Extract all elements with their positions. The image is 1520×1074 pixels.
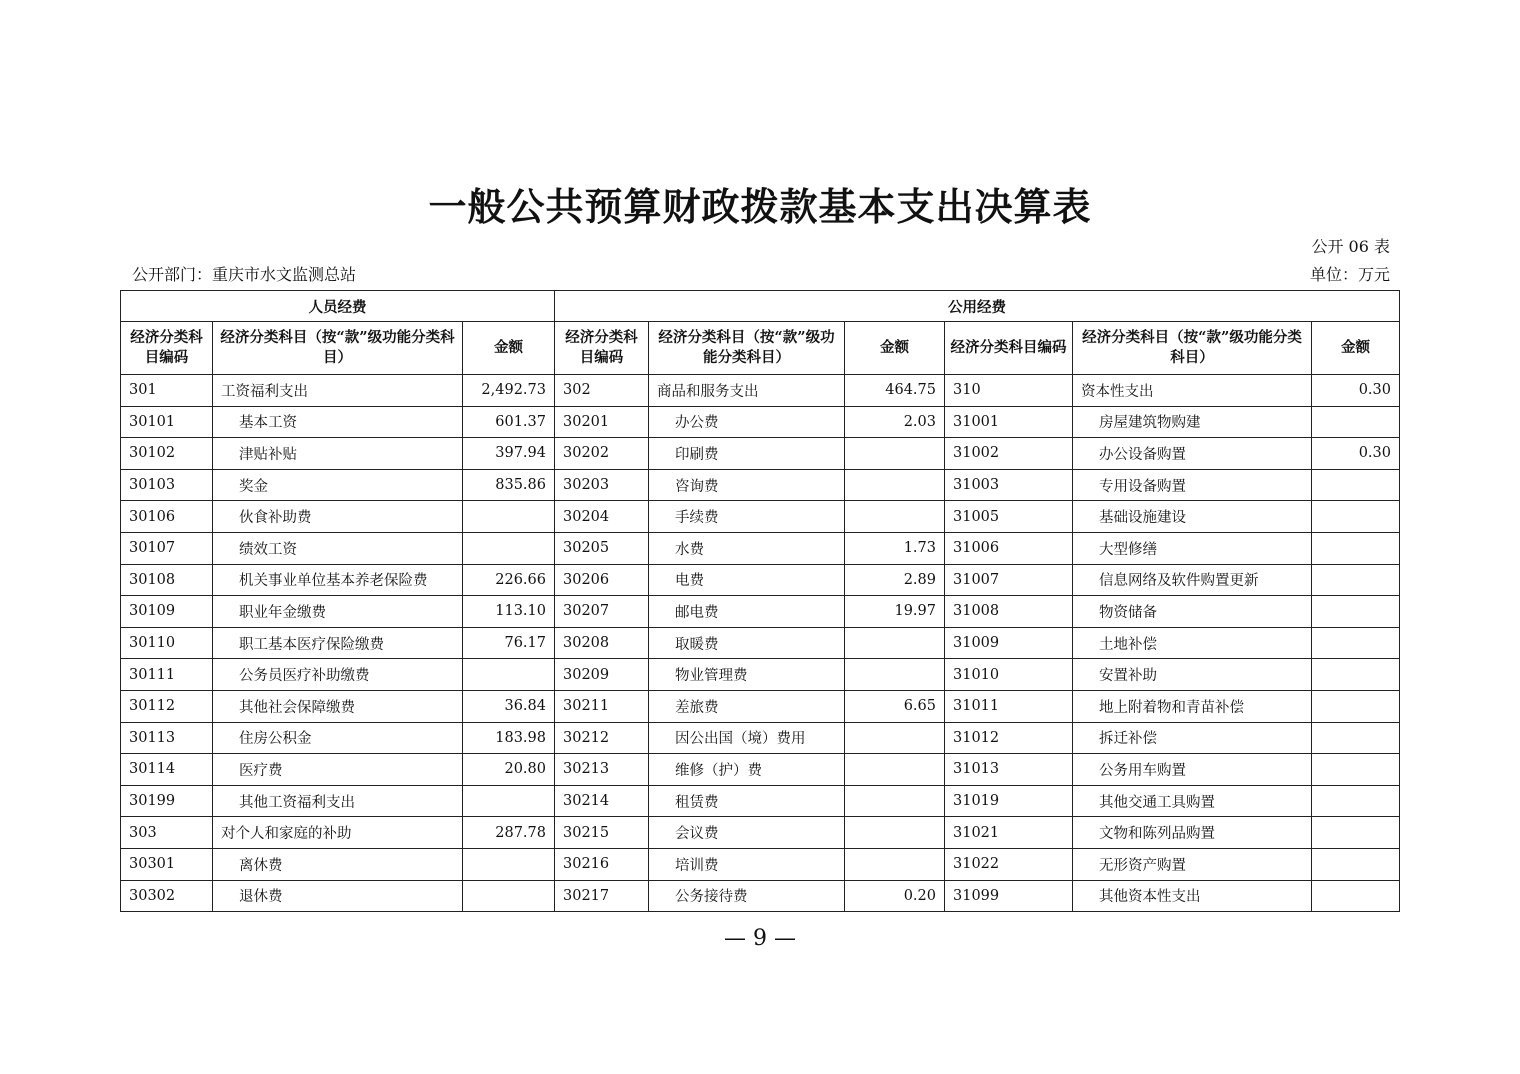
personnel-name-cell: 绩效工资: [213, 532, 463, 564]
personnel-name-cell: 伙食补助费: [213, 501, 463, 533]
personnel-code-cell: 30108: [121, 564, 213, 596]
group-personnel-header: 人员经费: [121, 291, 555, 322]
capital-code-cell: 31022: [945, 848, 1073, 880]
capital-name-cell: 物资储备: [1073, 596, 1312, 628]
goods-code-cell: 30213: [555, 754, 649, 786]
goods-amount-cell: [845, 722, 945, 754]
personnel-code-cell: 30113: [121, 722, 213, 754]
capital-amount-cell: [1312, 690, 1400, 722]
personnel-amount-cell: 113.10: [463, 596, 555, 628]
personnel-name-cell: 公务员医疗补助缴费: [213, 659, 463, 691]
goods-name-cell: 公务接待费: [649, 880, 845, 912]
table-row: [121, 438, 1400, 470]
goods-name-cell: 租赁费: [649, 785, 845, 817]
header-personnel-name: 经济分类科目（按“款”级功能分类科目）: [213, 322, 463, 375]
header-goods-amount: 金额: [845, 322, 945, 375]
capital-amount-cell: [1312, 754, 1400, 786]
table-row: [121, 469, 1400, 501]
capital-code-cell: 31011: [945, 690, 1073, 722]
capital-amount-cell: [1312, 848, 1400, 880]
personnel-name-cell: 对个人和家庭的补助: [213, 817, 463, 849]
table-row: [121, 722, 1400, 754]
goods-code-cell: 30205: [555, 532, 649, 564]
capital-amount-cell: 0.30: [1312, 438, 1400, 470]
personnel-amount-cell: [463, 785, 555, 817]
capital-name-cell: 公务用车购置: [1073, 754, 1312, 786]
personnel-code-cell: 30111: [121, 659, 213, 691]
personnel-name-cell: 职业年金缴费: [213, 596, 463, 628]
capital-code-cell: 31005: [945, 501, 1073, 533]
goods-amount-cell: 464.75: [845, 375, 945, 407]
capital-amount-cell: 0.30: [1312, 375, 1400, 407]
capital-amount-cell: [1312, 627, 1400, 659]
table-row: [121, 754, 1400, 786]
personnel-code-cell: 30112: [121, 690, 213, 722]
page-number: — 9 —: [724, 926, 796, 951]
personnel-code-cell: 30107: [121, 532, 213, 564]
capital-name-cell: 文物和陈列品购置: [1073, 817, 1312, 849]
goods-name-cell: 物业管理费: [649, 659, 845, 691]
capital-name-cell: 其他资本性支出: [1073, 880, 1312, 912]
table-row: [121, 627, 1400, 659]
header-capital-code: 经济分类科目编码: [945, 322, 1073, 375]
personnel-amount-cell: 287.78: [463, 817, 555, 849]
personnel-name-cell: 退休费: [213, 880, 463, 912]
capital-name-cell: 其他交通工具购置: [1073, 785, 1312, 817]
goods-name-cell: 因公出国（境）费用: [649, 722, 845, 754]
table-row: [121, 501, 1400, 533]
capital-amount-cell: [1312, 501, 1400, 533]
personnel-amount-cell: 183.98: [463, 722, 555, 754]
personnel-amount-cell: 76.17: [463, 627, 555, 659]
personnel-code-cell: 30114: [121, 754, 213, 786]
personnel-name-cell: 其他工资福利支出: [213, 785, 463, 817]
header-goods-code: 经济分类科目编码: [555, 322, 649, 375]
capital-code-cell: 31001: [945, 406, 1073, 438]
capital-code-cell: 31008: [945, 596, 1073, 628]
header-capital-name: 经济分类科目（按“款”级功能分类科目）: [1073, 322, 1312, 375]
capital-name-cell: 地上附着物和青苗补偿: [1073, 690, 1312, 722]
header-goods-name: 经济分类科目（按“款”级功能分类科目）: [649, 322, 845, 375]
goods-name-cell: 维修（护）费: [649, 754, 845, 786]
goods-name-cell: 水费: [649, 532, 845, 564]
capital-code-cell: 31002: [945, 438, 1073, 470]
goods-code-cell: 30207: [555, 596, 649, 628]
personnel-amount-cell: 835.86: [463, 469, 555, 501]
table-row: [121, 375, 1400, 407]
personnel-name-cell: 奖金: [213, 469, 463, 501]
department-label: 公开部门：重庆市水文监测总站: [132, 265, 357, 284]
personnel-name-cell: 住房公积金: [213, 722, 463, 754]
personnel-amount-cell: 2,492.73: [463, 375, 555, 407]
goods-name-cell: 印刷费: [649, 438, 845, 470]
table-row: [121, 848, 1400, 880]
goods-code-cell: 30216: [555, 848, 649, 880]
personnel-code-cell: 30103: [121, 469, 213, 501]
table-row: [121, 406, 1400, 438]
goods-code-cell: 30217: [555, 880, 649, 912]
goods-amount-cell: [845, 659, 945, 691]
goods-amount-cell: 0.20: [845, 880, 945, 912]
capital-code-cell: 31012: [945, 722, 1073, 754]
goods-name-cell: 手续费: [649, 501, 845, 533]
personnel-amount-cell: [463, 501, 555, 533]
capital-code-cell: 31010: [945, 659, 1073, 691]
capital-code-cell: 310: [945, 375, 1073, 407]
goods-name-cell: 差旅费: [649, 690, 845, 722]
personnel-amount-cell: 397.94: [463, 438, 555, 470]
goods-code-cell: 30208: [555, 627, 649, 659]
goods-amount-cell: 1.73: [845, 532, 945, 564]
personnel-code-cell: 30110: [121, 627, 213, 659]
table-body: [121, 375, 1400, 912]
goods-code-cell: 30211: [555, 690, 649, 722]
goods-name-cell: 取暖费: [649, 627, 845, 659]
group-header-row: [121, 291, 1400, 322]
capital-amount-cell: [1312, 596, 1400, 628]
goods-code-cell: 30203: [555, 469, 649, 501]
table-row: [121, 659, 1400, 691]
capital-amount-cell: [1312, 564, 1400, 596]
capital-code-cell: 31019: [945, 785, 1073, 817]
personnel-code-cell: 30106: [121, 501, 213, 533]
personnel-code-cell: 30302: [121, 880, 213, 912]
table-row: [121, 690, 1400, 722]
personnel-amount-cell: [463, 880, 555, 912]
capital-code-cell: 31003: [945, 469, 1073, 501]
goods-name-cell: 邮电费: [649, 596, 845, 628]
table-row: [121, 817, 1400, 849]
capital-code-cell: 31021: [945, 817, 1073, 849]
capital-name-cell: 信息网络及软件购置更新: [1073, 564, 1312, 596]
goods-amount-cell: [845, 754, 945, 786]
personnel-name-cell: 津贴补贴: [213, 438, 463, 470]
header-capital-amount: 金额: [1312, 322, 1400, 375]
personnel-code-cell: 30102: [121, 438, 213, 470]
capital-code-cell: 31099: [945, 880, 1073, 912]
goods-code-cell: 30215: [555, 817, 649, 849]
personnel-code-cell: 30109: [121, 596, 213, 628]
goods-amount-cell: [845, 817, 945, 849]
goods-amount-cell: [845, 627, 945, 659]
goods-code-cell: 30204: [555, 501, 649, 533]
goods-amount-cell: 2.89: [845, 564, 945, 596]
personnel-code-cell: 303: [121, 817, 213, 849]
capital-name-cell: 土地补偿: [1073, 627, 1312, 659]
goods-amount-cell: [845, 848, 945, 880]
capital-amount-cell: [1312, 532, 1400, 564]
header-personnel-code: 经济分类科目编码: [121, 322, 213, 375]
form-number: 公开 06 表: [1311, 237, 1390, 256]
personnel-amount-cell: [463, 659, 555, 691]
group-public-header: 公用经费: [555, 291, 1400, 322]
goods-code-cell: 30209: [555, 659, 649, 691]
goods-amount-cell: [845, 501, 945, 533]
personnel-name-cell: 离休费: [213, 848, 463, 880]
capital-amount-cell: [1312, 659, 1400, 691]
goods-name-cell: 电费: [649, 564, 845, 596]
capital-amount-cell: [1312, 880, 1400, 912]
personnel-name-cell: 其他社会保障缴费: [213, 690, 463, 722]
personnel-amount-cell: 20.80: [463, 754, 555, 786]
goods-amount-cell: [845, 785, 945, 817]
personnel-amount-cell: 226.66: [463, 564, 555, 596]
goods-code-cell: 30212: [555, 722, 649, 754]
capital-code-cell: 31007: [945, 564, 1073, 596]
personnel-name-cell: 机关事业单位基本养老保险费: [213, 564, 463, 596]
goods-name-cell: 咨询费: [649, 469, 845, 501]
personnel-amount-cell: [463, 532, 555, 564]
goods-amount-cell: [845, 469, 945, 501]
goods-name-cell: 商品和服务支出: [649, 375, 845, 407]
capital-amount-cell: [1312, 722, 1400, 754]
personnel-name-cell: 医疗费: [213, 754, 463, 786]
table-row: [121, 532, 1400, 564]
goods-name-cell: 办公费: [649, 406, 845, 438]
personnel-code-cell: 30301: [121, 848, 213, 880]
capital-code-cell: 31013: [945, 754, 1073, 786]
personnel-name-cell: 职工基本医疗保险缴费: [213, 627, 463, 659]
table-row: [121, 564, 1400, 596]
personnel-code-cell: 30101: [121, 406, 213, 438]
personnel-code-cell: 301: [121, 375, 213, 407]
goods-amount-cell: 2.03: [845, 406, 945, 438]
goods-code-cell: 30214: [555, 785, 649, 817]
capital-name-cell: 拆迁补偿: [1073, 722, 1312, 754]
goods-code-cell: 30201: [555, 406, 649, 438]
capital-name-cell: 安置补助: [1073, 659, 1312, 691]
capital-code-cell: 31009: [945, 627, 1073, 659]
goods-name-cell: 培训费: [649, 848, 845, 880]
column-header-row: [121, 322, 1400, 375]
personnel-name-cell: 基本工资: [213, 406, 463, 438]
unit-label: 单位：万元: [1309, 265, 1390, 284]
capital-amount-cell: [1312, 469, 1400, 501]
capital-name-cell: 专用设备购置: [1073, 469, 1312, 501]
personnel-amount-cell: 601.37: [463, 406, 555, 438]
personnel-code-cell: 30199: [121, 785, 213, 817]
goods-amount-cell: [845, 438, 945, 470]
goods-code-cell: 302: [555, 375, 649, 407]
goods-code-cell: 30202: [555, 438, 649, 470]
header-personnel-amount: 金额: [463, 322, 555, 375]
personnel-amount-cell: 36.84: [463, 690, 555, 722]
table-row: [121, 596, 1400, 628]
capital-amount-cell: [1312, 406, 1400, 438]
capital-name-cell: 大型修缮: [1073, 532, 1312, 564]
goods-amount-cell: 6.65: [845, 690, 945, 722]
goods-amount-cell: 19.97: [845, 596, 945, 628]
table-row: [121, 785, 1400, 817]
capital-name-cell: 资本性支出: [1073, 375, 1312, 407]
personnel-amount-cell: [463, 848, 555, 880]
capital-amount-cell: [1312, 785, 1400, 817]
table-row: [121, 880, 1400, 912]
capital-name-cell: 基础设施建设: [1073, 501, 1312, 533]
capital-name-cell: 房屋建筑物购建: [1073, 406, 1312, 438]
goods-name-cell: 会议费: [649, 817, 845, 849]
capital-amount-cell: [1312, 817, 1400, 849]
capital-code-cell: 31006: [945, 532, 1073, 564]
page-title: 一般公共预算财政拨款基本支出决算表: [428, 184, 1092, 229]
goods-code-cell: 30206: [555, 564, 649, 596]
capital-name-cell: 办公设备购置: [1073, 438, 1312, 470]
expenditure-table: [120, 290, 1400, 912]
capital-name-cell: 无形资产购置: [1073, 848, 1312, 880]
personnel-name-cell: 工资福利支出: [213, 375, 463, 407]
